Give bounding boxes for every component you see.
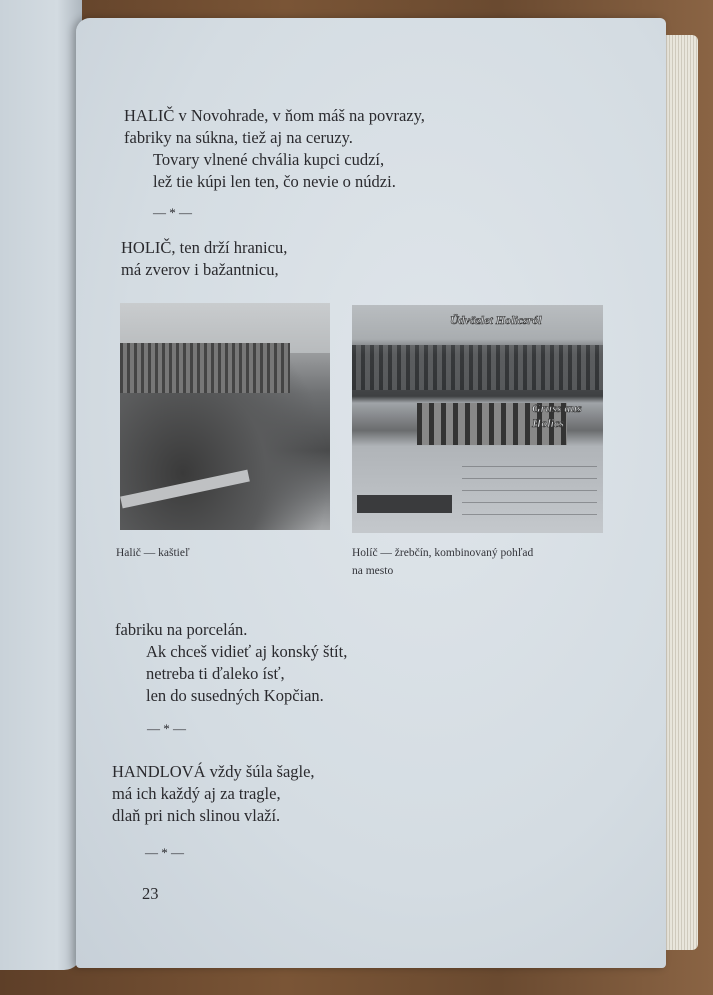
- separator: — * —: [153, 205, 192, 220]
- postcard-title-lettering: Üdvözlet Holicsról: [450, 313, 542, 327]
- halic-castle-image: [120, 303, 330, 530]
- verse-line: Ak chceš vidieť aj konský štít,: [146, 642, 348, 661]
- verse-line: má zverov i bažantnicu,: [121, 260, 279, 279]
- verse-line: má ich každý aj za tragle,: [112, 784, 281, 803]
- postcard-greeting-lettering: Gruss aus Holics: [532, 401, 582, 430]
- verse-line: fabriku na porcelán.: [115, 620, 248, 639]
- separator: — * —: [145, 845, 184, 860]
- verse-line: HALIČ v Novohrade, v ňom máš na povrazy,: [124, 106, 425, 125]
- figure-caption: Holíč — žrebčín, kombinovaný pohľad: [352, 547, 534, 559]
- verse-line: HOLIČ, ten drží hranicu,: [121, 238, 288, 257]
- page-number: 23: [142, 884, 159, 903]
- holic-postcard-image: [352, 305, 603, 533]
- figure-caption: Halič — kaštieľ: [116, 547, 190, 559]
- verse-line: len do susedných Kopčian.: [146, 686, 324, 705]
- verse-line: lež tie kúpi len ten, čo nevie o núdzi.: [153, 172, 396, 191]
- figure-caption: na mesto: [352, 565, 394, 577]
- verse-line: netreba ti ďaleko ísť,: [146, 664, 285, 683]
- separator: — * —: [147, 721, 186, 736]
- verse-line: HANDLOVÁ vždy šúla šagle,: [112, 762, 315, 781]
- verse-line: fabriky na súkna, tiež aj na ceruzy.: [124, 128, 353, 147]
- verse-line: Tovary vlnené chvália kupci cudzí,: [153, 150, 385, 169]
- verse-line: dlaň pri nich slinou vlaží.: [112, 806, 281, 825]
- facing-page: [0, 0, 82, 970]
